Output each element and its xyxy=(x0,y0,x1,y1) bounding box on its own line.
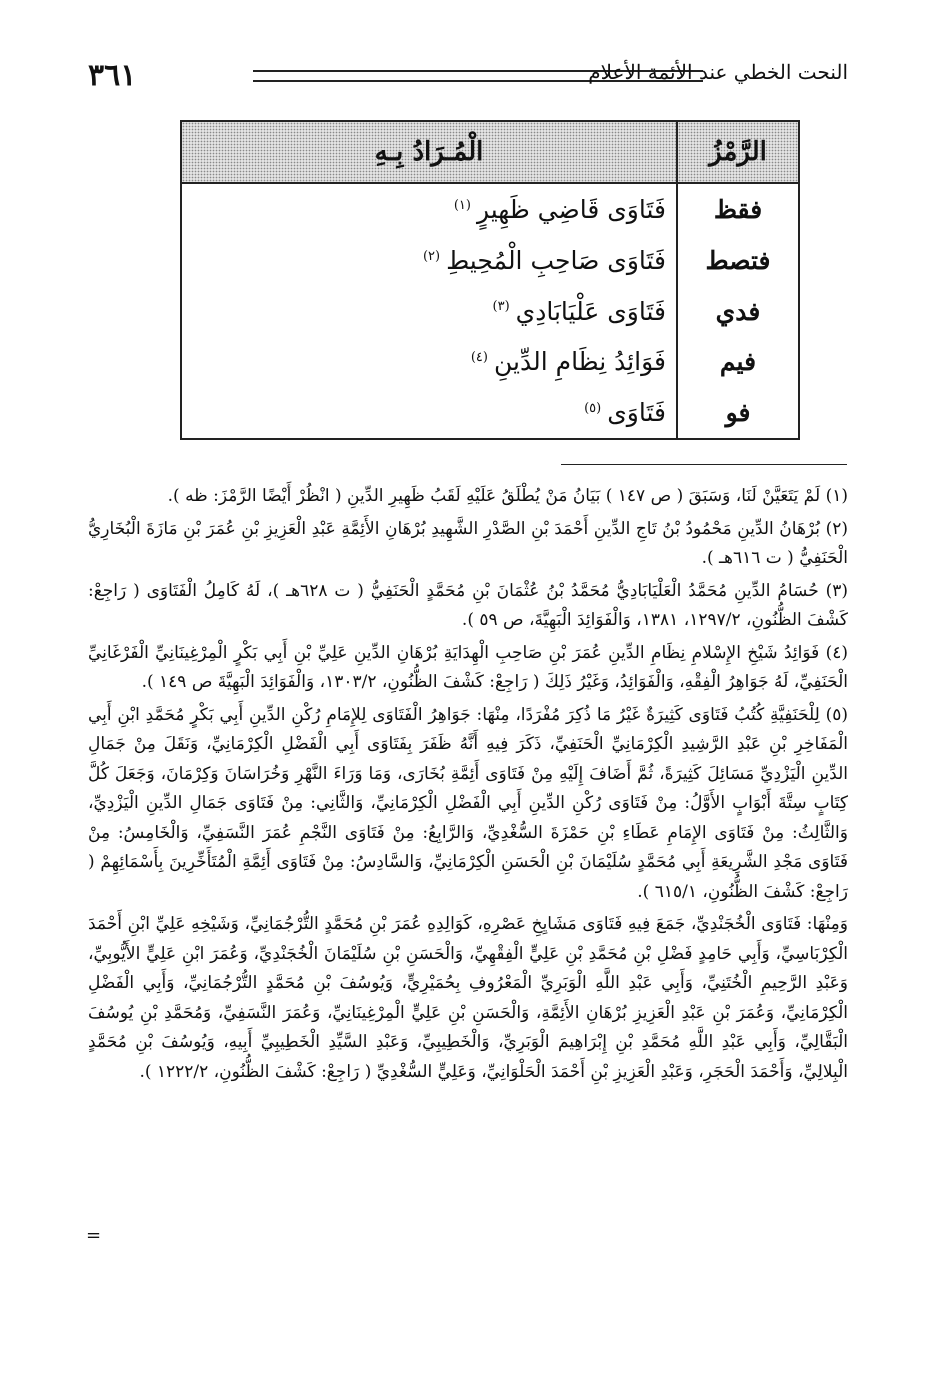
symbols-table xyxy=(180,120,800,440)
footnote-3: (٣) حُسَامُ الدِّينِ مُحَمَّدُ الْعَلْيَابَادِيُّ مُحَمَّدُ بْنُ عُثْمَانَ بْنِ مُحَمَّدٍ الْحَنَفِيُّ ( ت ٦٢٨هـ )، لَهُ كَامِلُ الْفَتَاوَى ( رَاجِعْ: كَشْفَ الظُّنُونِ، ١٢٩٧/٢، ١٣٨١، وَالْفَوَائِدَ الْبَهِيَّةَ، ص ٥٩ ). xyxy=(88,580,849,630)
footnote-5: (٥) لِلْحَنَفِيَّةِ كُتُبُ فَتَاوَى كَثِيرَةٌ غَيْرُ مَا ذُكِرَ مُفْرَدًا، مِنْهَا: جَوَاهِرُ الْفَتَاوَى لِلإِمَامِ رُكْنِ الدِّينِ أَبِي بَكْرٍ مُحَمَّدِ ابْنِ أَبِي الْمَفَاخِرِ بْنِ عَبْدِ الرَّشِيدِ الْكِرْمَانِيِّ الْحَنَفِيِّ، ذَكَرَ فِيهِ أَنَّهُ ظَفَرَ بِفَتَاوَى أَبِي الْفَضْلِ الْكِرْمَانِيِّ، وَنَقَلَ مِنْ جَمَالِ الدِّينِ الْيَزْدِيِّ مَسَائِلَ كَثِيرَةً، ثُمَّ أَضَافَ إِلَيْهِ مِنْ فَتَاوَى أَئِمَّةِ بُخَارَى، وَمَا وَرَاءَ النَّهْرِ وَخُرَاسَانَ وَكِرْمَانَ، وَجَعَلَ كُلَّ كِتَابٍ سِتَّةَ أَبْوَابٍ الأَوَّلُ: مِنْ فَتَاوَى رُكْنِ الدِّينِ أَبِي الْفَضْلِ الْكِرْمَانِيِّ، وَالثَّانِي: مِنْ فَتَاوَى جَمَالِ الدِّينِ الْيَزْدِيِّ، وَالثَّالِثُ: مِنْ فَتَاوَى الإِمَامِ عَطَاءِ بْنِ حَمْزَةَ السُّغْدِيِّ، وَالرَّابِعُ: مِنْ فَتَاوَى النَّجْمِ عُمَرَ النَّسَفِيِّ، وَالْخَامِسُ: مِنْ فَتَاوَى مَجْدِ الشَّرِيعَةِ أَبِي مُحَمَّدٍ سُلَيْمَانَ بْنِ الْحَسَنِ الْكِرْمَانِيِّ، وَالسَّادِسُ: مِنْ فَتَاوَى أَئِمَّةِ الْمُتَأَخِّرِينَ بِأَسْمَائِهِمْ ( رَاجِعْ: كَشْفَ الظُّنُونِ، ٦١٥/١ ). xyxy=(88,704,848,902)
footnote-ref: (٢) xyxy=(422,248,441,264)
footnote-4: (٤) فَوَائِدُ شَيْخِ الإِسْلامِ نِظَامِ الدِّينِ عُمَرَ بْنِ صَاحِبِ الْهِدَايَةِ بُرْهَانِ الدِّينِ عَلِيِّ بْنِ أَبِي بَكْرٍ الْمِرْغِينَانِيِّ الْفَرْغَانِيِّ الْحَنَفِيِّ، لَهُ جَوَاهِرُ الْفِقْهِ، وَالْفَوَائِدُ، وَغَيْرُ ذَلِكَ ( رَاجِعْ: كَشْفَ الظُّنُونِ، ١٣٠٣/٢، وَالْفَوَائِدَ الْبَهِيَّةَ ص ١٤٩ ). xyxy=(88,642,848,692)
table-row xyxy=(182,337,798,388)
symbol-cell: فتصط xyxy=(677,235,798,286)
table-row xyxy=(182,183,798,235)
page-header xyxy=(88,58,848,98)
meaning-text: فَوَائِدُ نِظَامِ الدِّينِ xyxy=(493,347,666,377)
footnote-2: (٢) بُرْهَانُ الدِّينِ مَحْمُودُ بْنُ تَاجِ الدِّينِ أَحْمَدَ بْنِ الصَّدْرِ الشَّهِيدِ بُرْهَانِ الأَئِمَّةِ عَبْدِ الْعَزِيزِ بْنِ عُمَرَ بْنِ مَازَةَ الْبُخَارِيُّ الْحَنَفِيُّ ( ت ٦١٦هـ ). xyxy=(88,518,848,568)
symbol-cell: فيم xyxy=(677,337,798,388)
running-title: النحت الخطي عند الأئمة الأعلام xyxy=(588,60,848,84)
meaning-text: فَتَاوَى صَاحِبِ الْمُحِيطِ xyxy=(446,246,666,276)
meaning-cell xyxy=(182,387,677,438)
margin-mark: = xyxy=(86,1225,102,1246)
meaning-cell xyxy=(182,183,677,235)
meaning-text: فَتَاوَى xyxy=(607,398,666,428)
footnote-ref: (٤) xyxy=(470,350,488,366)
page-number: ٣٦١ xyxy=(88,58,137,93)
footnote-divider xyxy=(561,464,847,465)
footnote-ref: (٣) xyxy=(492,299,510,315)
footnotes xyxy=(88,482,848,1090)
footnote-ref: (٥) xyxy=(584,400,602,416)
meaning-cell xyxy=(182,337,677,388)
footnote-1: (١) لَمْ يَتَعَيَّنْ لَنَا، وَسَبَقَ ( ص ١٤٧ ) بَيَانُ مَنْ يُطْلَقُ عَلَيْهِ لَقَبُ ظَهِيرِ الدِّينِ ( انْظُرْ أَيْضًا الرَّمْزَ: ظه ). xyxy=(167,486,848,506)
meaning-text: فَتَاوَى قَاضِي ظَهِيرٍ xyxy=(476,195,666,225)
meaning-cell xyxy=(182,235,677,286)
footnote-ref: (١) xyxy=(453,197,471,213)
symbol-cell: فقظ xyxy=(677,183,798,235)
meaning-text: فَتَاوَى عَلْيَابَادِي xyxy=(515,296,666,326)
table-row xyxy=(182,387,798,438)
table-header-row xyxy=(182,122,798,183)
symbol-cell: فدي xyxy=(677,286,798,337)
footnote-5-continuation: وَمِنْهَا: فَتَاوَى الْخُجَنْدِيِّ، جَمَعَ فِيهِ فَتَاوَى مَشَايِخِ عَصْرِهِ، كَوَالِدِهِ عُمَرَ بْنِ مُحَمَّدٍ التُّرْجُمَانِيِّ، وَشَيْخِهِ عَلِيِّ ابْنِ أَحْمَدَ الْكِرْبَاسِيِّ، وَأَبِي حَامِدٍ فَضْلِ بْنِ مُحَمَّدِ بْنِ عَلِيٍّ الْفِقْهِيِّ، وَالْحَسَنِ بْنِ سُلَيْمَانَ الْخُجَنْدِيِّ، وَعُمَرَ ابْنِ عَلِيٍّ الأَيُّوبِيِّ، وَعَبْدِ الرَّحِيمِ الْخُتَنِيِّ، وَأَبِي عَبْدِ اللَّهِ الْوَبَرِيِّ الْمَعْرُوفِ بِحُمَيْرِيٍّ، وَيُوسُفَ بْنِ مُحَمَّدٍ التُّرْجُمَانِيِّ، وَأَبِي الْفَضْلِ الْكِرْمَانِيِّ، وَعُمَرَ بْنِ عَبْدِ الْعَزِيزِ بُرْهَانِ الأَئِمَّةِ، وَالْحَسَنِ بْنِ عَلِيٍّ الْمِرْغِينَانِيِّ، وَعُمَرَ النَّسَفِيِّ، وَمُحَمَّدِ بْنِ يُوسُفَ الْبَقَّالِيِّ، وَأَبِي عَبْدِ اللَّهِ مُحَمَّدِ بْنِ إِبْرَاهِيمَ الْوَبَرِيِّ، وَالْخَطِيبِيِّ، وَعَبْدِ السَّيِّدِ الْخَطِيبِيِّ أَبِيهِ، وَيُوسُفَ بْنِ مُحَمَّدٍ الْبِلالِيِّ، وَأَحْمَدَ الْحَجَرِ، وَعَبْدِ الْعَزِيزِ بْنِ أَحْمَدَ الْحَلْوَانِيِّ، وَعَلِيٍّ السُّغْدِيِّ ( رَاجِعْ: كَشْفَ الظُّنُونِ، ١٢٢٢/٢ ). xyxy=(88,914,848,1082)
symbol-cell: فو xyxy=(677,387,798,438)
meaning-column-header: الْمُـرَادُ بِـهِ xyxy=(182,122,677,183)
table-row xyxy=(182,235,798,286)
table-row xyxy=(182,286,798,337)
meaning-cell xyxy=(182,286,677,337)
symbol-column-header: الرَّمْزُ xyxy=(677,122,798,183)
